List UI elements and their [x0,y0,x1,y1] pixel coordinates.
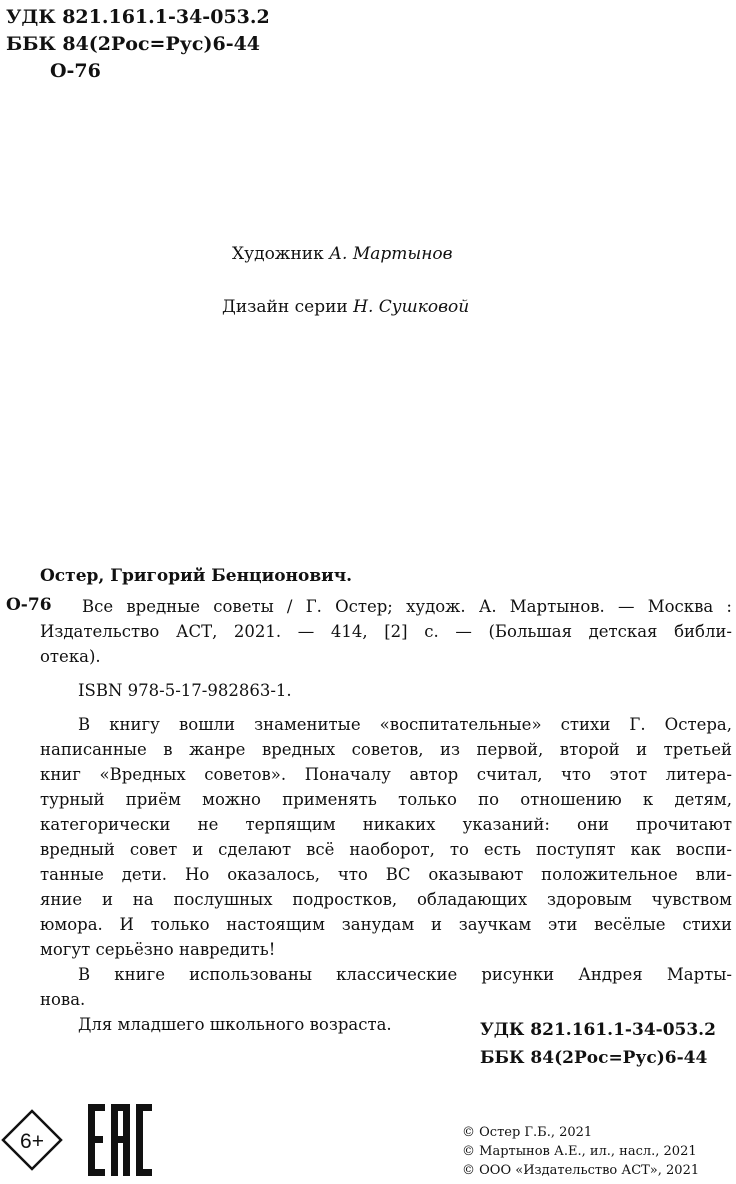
description-line: Издательство АСТ, 2021. — 414, [2] с. — (Большая детская библи- [40,622,732,641]
top-bbk-code: ББК 84(2Рос=Рус)6-44 [6,33,261,55]
annotation [40,712,732,1037]
isbn: ISBN 978-5-17-982863-1. [78,681,292,700]
age-rating-label: 6+ [20,1130,44,1153]
top-classification-codes [6,4,270,85]
bottom-udk-code: УДК 821.161.1-34-053.2 [480,1020,716,1040]
isbn-block [40,678,732,703]
annotation-line: турный приём можно применять только по отношению к детям, [40,790,732,809]
annotation-line: танные дети. Но оказалось, что ВС оказывают положительное вли- [40,865,732,884]
annotation-line: книг «Вредных советов». Поначалу автор считал, что этот литера- [40,765,732,784]
age-note: Для младшего школьного возраста. [78,1015,392,1034]
illustrator-name: А. Мартынов [329,244,453,264]
catalog-code: О-76 [6,595,52,615]
annotation-line: яние и на послушных подростков, обладающих здоровым чувством [40,890,732,909]
annotation-line: юмора. И только настоящим занудам и заучкам эти весёлые стихи [40,915,732,934]
design-credit [222,297,469,317]
top-author-mark: О-76 [50,60,101,82]
top-udk-code: УДК 821.161.1-34-053.2 [6,6,270,28]
catalog-author-heading: Остер, Григорий Бенционович. [40,566,353,586]
copyright-line: © ООО «Издательство АСТ», 2021 [462,1163,700,1178]
illustrations-line: нова. [40,990,86,1009]
description-line: отека). [40,647,101,666]
illustrations-line: В книге использованы классические рисунки Андрея Марты- [78,965,732,984]
description-line: Все вредные советы / Г. Остер; худож. А. Мартынов. — Москва : [82,597,732,616]
bottom-bbk-code: ББК 84(2Рос=Рус)6-44 [480,1048,708,1068]
design-label: Дизайн серии [222,297,348,317]
annotation-line: написанные в жанре вредных советов, из первой, второй и третьей [40,740,732,759]
age-rating-icon [0,1108,64,1172]
copyright-block [462,1123,699,1180]
annotation-line: могут серьёзно навредить! [40,940,276,959]
copyright-line: © Остер Г.Б., 2021 [462,1125,593,1140]
annotation-line: категорически не терпящим никаких указаний: они прочитают [40,815,732,834]
design-name: Н. Сушковой [353,297,470,317]
copyright-line: © Мартынов А.Е., ил., насл., 2021 [462,1144,697,1159]
annotation-line: В книгу вошли знаменитые «воспитательные» стихи Г. Остера, [78,715,732,734]
annotation-line: вредный совет и сделают всё наоборот, то есть поступят как воспи- [40,840,732,859]
catalog-description-cont [40,619,732,669]
catalog-description [82,594,732,619]
eac-icon [88,1104,152,1176]
illustrator-credit [232,244,453,264]
bottom-classification-codes [480,1016,716,1072]
illustrator-label: Художник [232,244,324,264]
